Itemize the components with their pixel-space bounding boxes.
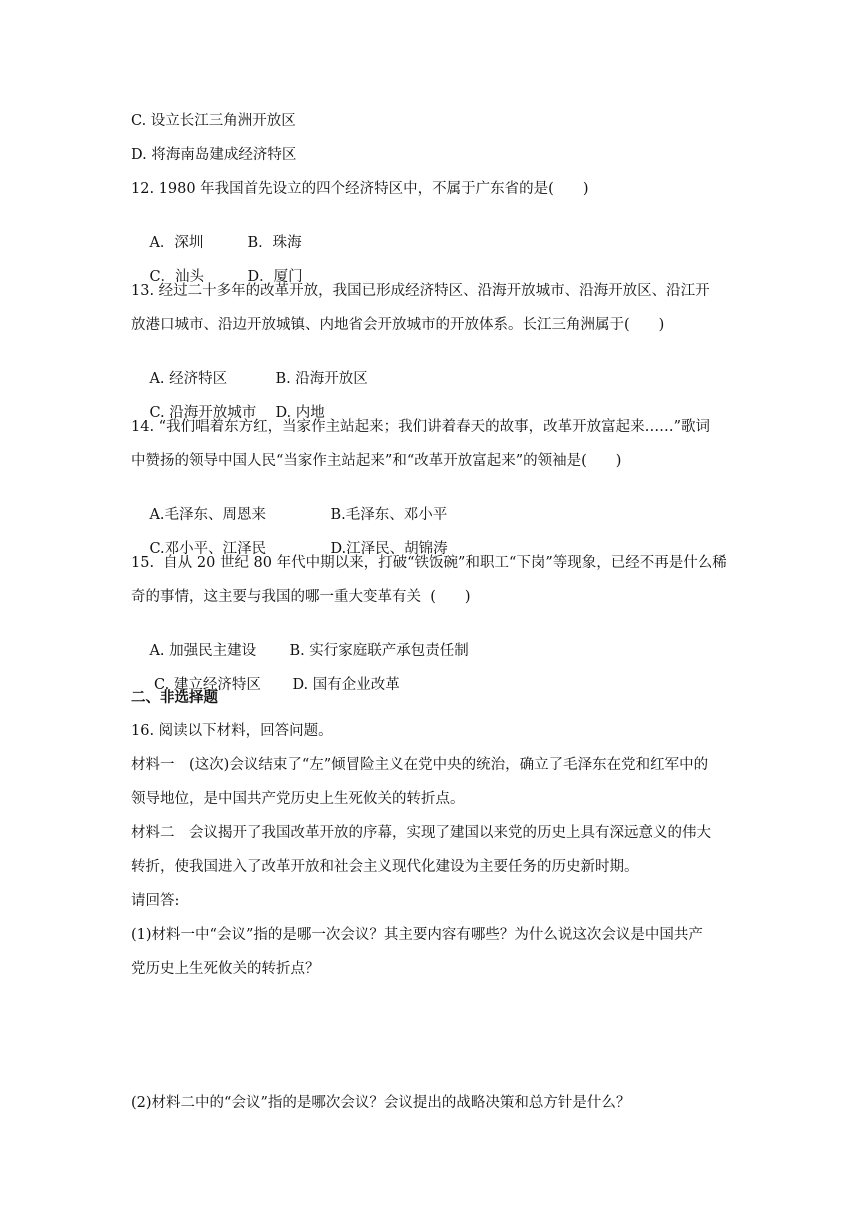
q11-option-d: D. 将海南岛建成经济特区	[131, 147, 297, 163]
q16-material2-line1: 材料二 会议揭开了我国改革开放的序幕，实现了建国以来党的历史上具有深远意义的伟大	[131, 825, 711, 841]
q13-option-c: C. 沿海开放城市	[149, 405, 257, 421]
q14-stem-line1: 14. “我们唱着东方红，当家作主站起来；我们讲着春天的故事，改革开放富起来……”歌词	[131, 419, 710, 435]
q15-stem-line1: 15. 自从 20 世纪 80 年代中期以来，打破“铁饭碗”和职工“下岗”等现象，已经不再是什么稀	[131, 555, 727, 571]
q14-option-a: A.毛泽东、周恩来	[149, 507, 267, 523]
q14-option-b: B.毛泽东、邓小平	[330, 507, 448, 523]
q16-sub1-line1: (1)材料一中“会议”指的是哪一次会议？其主要内容有哪些？为什么说这次会议是中国共产	[131, 927, 703, 943]
q15-stem-line2: 奇的事情，这主要与我国的哪一重大变革有关 ( )	[131, 589, 471, 605]
q15-option-d: D. 国有企业改革	[292, 677, 400, 693]
q14-stem-line2: 中赞扬的领导中国人民“当家作主站起来”和“改革开放富起来”的领袖是( )	[131, 453, 622, 469]
q16-material1-line2: 领导地位，是中国共产党历史上生死攸关的转折点。	[131, 791, 465, 807]
q11-option-c: C. 设立长江三角洲开放区	[131, 113, 296, 129]
q16-sub2: (2)材料二中的“会议”指的是哪次会议？会议提出的战略决策和总方针是什么？	[131, 1095, 631, 1111]
q13-option-a: A. 经济特区	[149, 371, 228, 387]
q12-option-b: B．珠海	[247, 235, 302, 251]
q12-option-d: D．厦门	[247, 269, 303, 285]
q16-prompt: 请回答:	[131, 893, 180, 909]
q15-option-b: B. 实行家庭联产承包责任制	[289, 643, 469, 659]
q16-sub1-line2: 党历史上生死攸关的转折点？	[131, 961, 320, 977]
q15-option-c: C. 建立经济特区	[149, 677, 261, 693]
q15-option-a: A. 加强民主建设	[149, 643, 257, 659]
q13-option-b: B. 沿海开放区	[275, 371, 368, 387]
q13-stem-line1: 13. 经过二十多年的改革开放，我国已形成经济特区、沿海开放城市、沿海开放区、沿江开	[131, 283, 710, 299]
q12-option-a: A．深圳	[149, 235, 204, 251]
q16-stem: 16. 阅读以下材料，回答问题。	[131, 723, 333, 739]
q13-stem-line2: 放港口城市、沿边开放城镇、内地省会开放城市的开放体系。长江三角洲属于( )	[131, 317, 665, 333]
q12-stem: 12. 1980 年我国首先设立的四个经济特区中，不属于广东省的是( )	[131, 181, 589, 197]
q14-option-d: D.江泽民、胡锦涛	[330, 541, 448, 557]
q13-option-d: D. 内地	[275, 405, 325, 421]
q16-material2-line2: 转折，使我国进入了改革开放和社会主义现代化建设为主要任务的历史新时期。	[131, 859, 639, 875]
q14-option-c: C.邓小平、江泽民	[149, 541, 267, 557]
section-title: 二、非选择题	[131, 690, 218, 706]
q12-option-c: C．汕头	[149, 269, 205, 285]
q16-material1-line1: 材料一 (这次)会议结束了“左”倾冒险主义在党中央的统治，确立了毛泽东在党和红军中的	[131, 757, 709, 773]
